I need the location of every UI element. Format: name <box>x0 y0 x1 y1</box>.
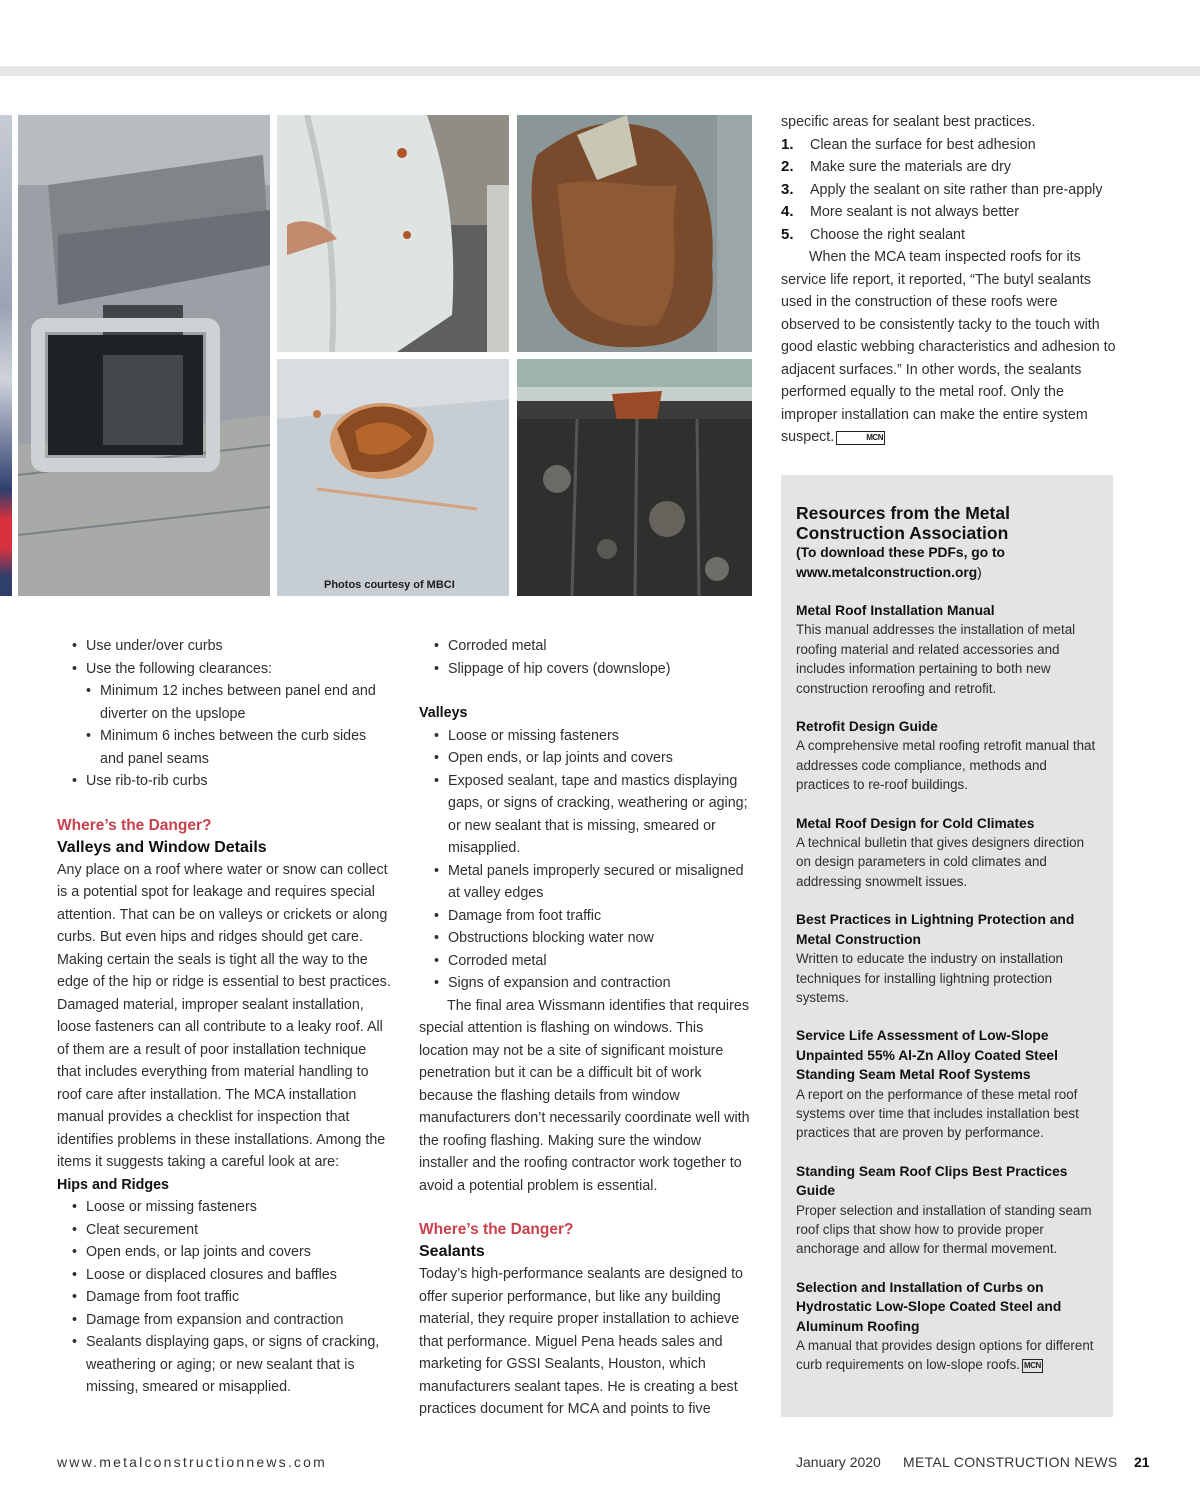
list-item: • Signs of expansion and contraction <box>419 972 754 995</box>
list-item: • Damage from foot traffic <box>419 905 754 928</box>
sealant-steps-list <box>781 134 1116 247</box>
photo-credit: Photos courtesy of MBCI <box>324 579 455 591</box>
list-item: • Slippage of hip covers (downslope) <box>419 658 754 681</box>
list-item: • Sealants displaying gaps, or signs of cracking, weathering or aging; or new sealant that is missing, smeared or misapplied. <box>57 1331 392 1399</box>
list-item: • Loose or displaced closures and baffles <box>57 1264 392 1287</box>
step-number: 1. <box>781 135 794 153</box>
resource-description: A manual that provides design options for different curb requirements on low-slope roofs. MCN <box>796 1338 1094 1373</box>
resource-title: Retrofit Design Guide <box>796 719 938 735</box>
resources-sidebar <box>781 475 1113 1417</box>
footer-issue-date: January 2020 <box>796 1454 881 1470</box>
resources-list <box>796 601 1102 1375</box>
step-item <box>781 224 1116 247</box>
step-item <box>781 156 1116 179</box>
list-item: • Corroded metal <box>419 950 754 973</box>
list-item: • Corroded metal <box>419 635 754 658</box>
danger-label: Where’s the Danger? <box>57 816 212 834</box>
photo-corroded-seam <box>517 359 752 596</box>
list-item: • Damage from foot traffic <box>57 1286 392 1309</box>
step-text: Make sure the materials are dry <box>810 159 1012 175</box>
resource-title: Standing Seam Roof Clips Best Practices Guide <box>796 1163 1068 1199</box>
footer-publication: METAL CONSTRUCTION NEWS <box>903 1454 1118 1470</box>
list-item: • Loose or missing fasteners <box>419 725 754 748</box>
resource-item <box>796 910 1102 1007</box>
resources-title: Resources from the Metal Construction Association <box>796 503 1010 543</box>
step-text: Choose the right sealant <box>810 226 965 243</box>
list-item: • Open ends, or lap joints and covers <box>57 1241 392 1264</box>
resource-item <box>796 717 1102 795</box>
body-paragraph: The final area Wissmann identifies that requires special attention is flashing on windows. This location may not be a site of significant moisture penetration but it can be a difficult bit of work because the flashing details from window manufacturers don’t necessarily coordinate well with the roofing flashing. Making sure the window installer and the roofing contractor work together to avoid a potential problem is essential. <box>419 997 750 1194</box>
resources-link[interactable]: www.metalconstruction.org <box>796 564 978 580</box>
step-number: 3. <box>781 180 794 198</box>
resource-item <box>796 814 1102 892</box>
body-paragraph-intro: specific areas for sealant best practices. <box>781 114 1036 130</box>
hips-bullet-list-continued <box>419 635 754 680</box>
footer-url[interactable]: www.metalconstructionnews.com <box>57 1454 327 1470</box>
resource-title: Best Practices in Lightning Protection and Metal Construction <box>796 912 1075 947</box>
resource-title: Metal Roof Installation Manual <box>796 603 995 618</box>
section-heading-valleys-window: Valleys and Window Details <box>57 838 267 856</box>
resource-item <box>796 1162 1102 1259</box>
list-item: • Loose or missing fasteners <box>57 1196 392 1219</box>
list-item: • Obstructions blocking water now <box>419 927 754 950</box>
column-3 <box>781 111 1116 449</box>
photo-rusted-sheet <box>517 115 752 352</box>
list-item: • Minimum 12 inches between panel end and diverter on the upslope <box>57 680 392 725</box>
resource-item <box>796 1026 1102 1142</box>
resource-description: This manual addresses the installation of metal roofing material and related accessories and includes information pertaining to both new construction reroofing and retrofit. <box>796 622 1076 696</box>
column-1 <box>57 635 392 1399</box>
photo-corroded-hole <box>277 359 509 596</box>
photo-edge-strip <box>0 115 12 596</box>
resource-description: Proper selection and installation of standing seam roof clips that show how to provide proper anchorage and allow for thermal movement. <box>796 1202 1092 1257</box>
step-item <box>781 179 1116 202</box>
list-item: • Cleat securement <box>57 1219 392 1242</box>
photo-peeled-panel <box>277 115 509 352</box>
resource-item <box>796 1278 1102 1375</box>
step-item <box>781 201 1116 224</box>
step-text: Apply the sealant on site rather than pre-apply <box>810 181 1103 198</box>
resource-title: Selection and Installation of Curbs on Hydrostatic Low-Slope Coated Steel and Aluminum Roofing <box>796 1279 1062 1334</box>
step-item <box>781 134 1116 157</box>
step-number: 2. <box>781 158 794 175</box>
list-item: • Use under/over curbs <box>57 635 392 658</box>
resource-item <box>796 601 1102 698</box>
list-item: • Use rib-to-rib curbs <box>57 770 392 793</box>
list-item: • Use the following clearances: <box>57 658 392 681</box>
resource-description: A technical bulletin that gives designers direction on design parameters in cold climates and addressing snowmelt issues. <box>796 835 1085 889</box>
resource-title: Service Life Assessment of Low-Slope Unpainted 55% Al-Zn Alloy Coated Steel Standing Seam Metal Roof Systems <box>796 1028 1058 1083</box>
top-rule <box>0 66 1200 76</box>
resource-description: A comprehensive metal roofing retrofit manual that addresses code compliance, methods and practices to re-roof buildings. <box>796 738 1096 793</box>
subheading-hips-ridges: Hips and Ridges <box>57 1176 170 1193</box>
hips-bullet-list <box>57 1196 392 1399</box>
resources-subtitle: (To download these PDFs, go to www.metalconstruction.org) <box>796 545 1005 580</box>
resource-description: A report on the performance of these metal roof systems over time that includes installation best practices that are proven by performance. <box>796 1086 1079 1141</box>
subheading-valleys: Valleys <box>419 705 468 721</box>
resource-description: Written to educate the industry on installation techniques for installing lightning protection systems. <box>796 951 1063 1005</box>
section-heading-sealants: Sealants <box>419 1243 485 1260</box>
list-item: • Minimum 6 inches between the curb sides and panel seams <box>57 725 392 770</box>
list-item: • Metal panels improperly secured or misaligned at valley edges <box>419 860 754 905</box>
page-number: 21 <box>1134 1454 1150 1470</box>
body-paragraph: Any place on a roof where water or snow can collect is a potential spot for leakage and requires special attention. That can be on valleys or crickets or along curbs. But even hips and ridges should get care. Making certain the seals is tight all the way to the edge of the hip or ridge is essential to best practices. Damaged material, improper sealant installation, loose fasteners can all contribute to a leaky roof. All of them are a result of poor installation technique that includes everything from material handling to roof care after installation. The MCA installation manual provides a checklist for inspection that identifies problems in these installations. Among the items it suggests taking a careful look at are: <box>57 861 391 1170</box>
body-paragraph: When the MCA team inspected roofs for its service life report, it reported, “The butyl sealants used in the construction of these roofs were observed to be consistently tacky to the touch with good elastic webbing characteristics and adhesion to adjacent surfaces.” In other words, the sealants performed equally to the metal roof. Only the improper installation can make the entire system suspect. MCN <box>781 249 1116 445</box>
list-item: • Open ends, or lap joints and covers <box>419 747 754 770</box>
end-mark-icon: MCN <box>836 431 885 445</box>
end-mark-icon: MCN <box>1022 1359 1043 1373</box>
valleys-bullet-list <box>419 725 754 995</box>
step-text: More sealant is not always better <box>810 204 1019 220</box>
step-number: 4. <box>781 203 794 220</box>
curb-bullet-list <box>57 635 392 793</box>
step-text: Clean the surface for best adhesion <box>810 136 1036 153</box>
list-item: • Exposed sealant, tape and mastics displaying gaps, or signs of cracking, weathering or aging; or new sealant that is missing, smeared or misapplied. <box>419 770 754 860</box>
danger-label: Where’s the Danger? <box>419 1221 574 1238</box>
photo-roof-curb <box>18 115 270 596</box>
body-paragraph: Today’s high-performance sealants are designed to offer superior performance, but like any building material, they require proper installation to achieve that performance. Miguel Pena heads sales and marketing for GSSI Sealants, Houston, which manufacturers sealant tapes. He is creating a best practices document for MCA and points to five <box>419 1266 743 1417</box>
column-2 <box>419 635 754 1421</box>
list-item: • Damage from expansion and contraction <box>57 1309 392 1332</box>
resource-title: Metal Roof Design for Cold Climates <box>796 815 1035 831</box>
step-number: 5. <box>781 225 794 243</box>
